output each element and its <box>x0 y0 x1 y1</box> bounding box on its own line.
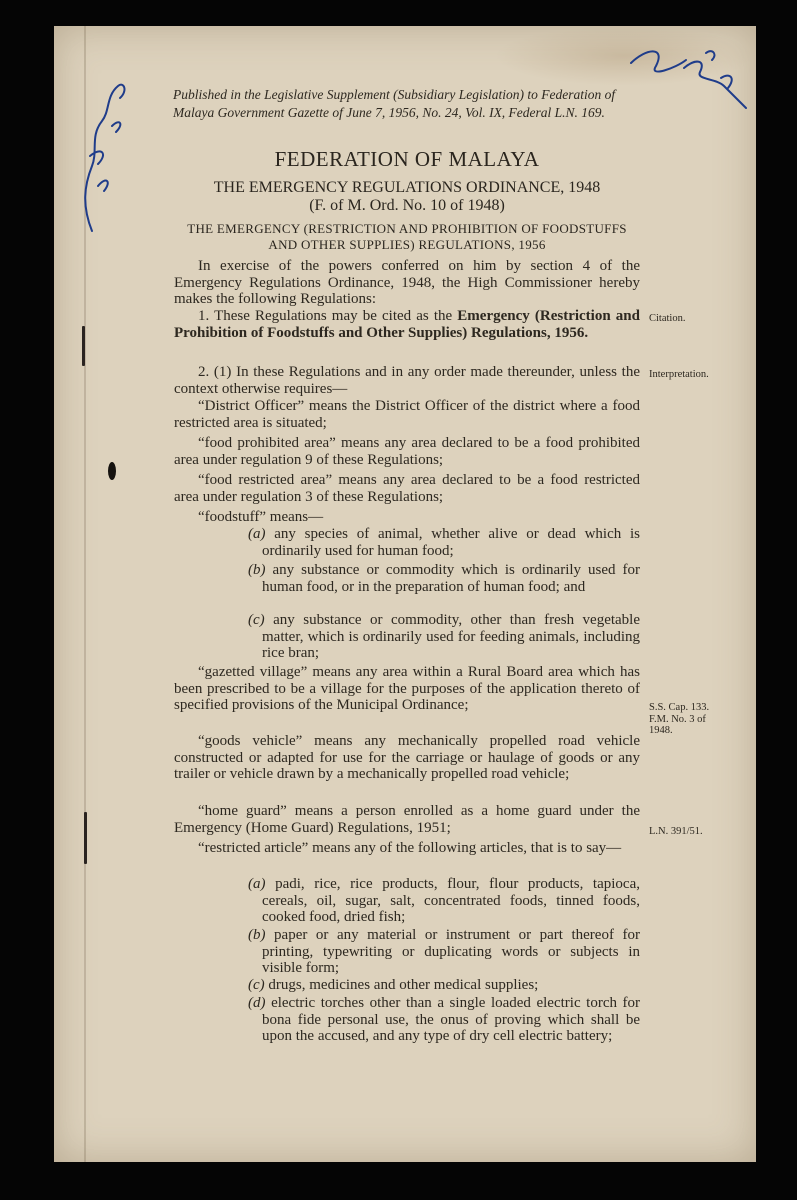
handwritten-signature-left <box>62 66 132 236</box>
item-text: any substance or commodity, other than fresh vegetable matter, which is ordinarily used for feeding animals, including rice bran; <box>262 612 641 661</box>
preamble: In exercise of the powers conferred on him by section 4 of the Emergency Regulations Ordinance, 1948, the High Commissioner hereby makes the following Regulations: <box>174 258 640 307</box>
definition-food-prohibited-area: “food prohibited area” means any area declared to be a food prohibited area under regulation 9 of these Regulations; <box>174 435 640 468</box>
regulation-2-intro: 2. (1) In these Regulations and in any order made thereunder, unless the context otherwise requires— <box>174 364 640 397</box>
item-label: (c) <box>248 977 265 993</box>
definition-goods-vehicle: “goods vehicle” means any mechanically propelled road vehicle constructed or adapted for use for the carriage or haulage of goods or any trailer or vehicle drawn by a mechanically propelled road vehicle; <box>174 733 640 782</box>
item-label: (c) <box>248 612 265 628</box>
margin-note-ln: L.N. 391/51. <box>649 826 703 837</box>
definition-foodstuff: “foodstuff” means— <box>198 509 324 525</box>
staple-bottom <box>84 812 87 864</box>
regulation-1 <box>174 308 640 341</box>
regulation-1-text: 1. These Regulations may be cited as the <box>198 308 458 324</box>
page-title: FEDERATION OF MALAYA <box>274 147 540 171</box>
regulation-1-citation-title: Emergency (Restriction and Prohibition of Foodstuffs and Other Supplies) Regulations, 1956. <box>174 308 640 341</box>
item-text: electric torches other than a single loaded electric torch for bona fide personal use, the onus of proving which shall be upon the accused, and any type of dry cell electric battery; <box>262 995 641 1044</box>
regulations-title: THE EMERGENCY (RESTRICTION AND PROHIBITION OF FOODSTUFFS AND OTHER SUPPLIES) REGULATIONS, 1956 <box>187 221 627 252</box>
item-text: any species of animal, whether alive or dead which is ordinarily used for human food; <box>262 526 640 559</box>
binding-hole <box>108 462 116 480</box>
item-text: paper or any material or instrument or part thereof for printing, typewriting or duplicating words or subjects in visible form; <box>262 927 640 976</box>
foodstuff-item-a <box>222 526 640 559</box>
definition-food-restricted-area: “food restricted area” means any area declared to be a food restricted area under regulation 3 of these Regulations; <box>174 472 640 505</box>
definition-restricted-article: “restricted article” means any of the following articles, that is to say— <box>198 840 622 856</box>
restricted-item-d <box>222 995 640 1045</box>
definition-gazetted-village: “gazetted village” means any area within a Rural Board area which has been prescribed to be a village for the purposes of the application thereto of specified provisions of the Municipal Ordinance; <box>174 664 640 713</box>
handwritten-signature-right <box>626 38 756 118</box>
restricted-item-a <box>222 876 640 926</box>
definition-home-guard: “home guard” means a person enrolled as a home guard under the Emergency (Home Guard) Regulations, 1951; <box>174 803 640 836</box>
ordinance-heading <box>174 179 640 215</box>
item-text: any substance or commodity which is ordinarily used for human food, or in the preparation of human food; and <box>262 562 640 595</box>
definition-district-officer: “District Officer” means the District Officer of the district where a food restricted area is situated; <box>174 398 640 431</box>
item-text: padi, rice, rice products, flour, flour products, tapioca, cereals, oil, sugar, salt, concentrated foods, tinned foods, cooked food, dried fish; <box>262 876 640 925</box>
item-label: (b) <box>248 927 266 943</box>
item-label: (b) <box>248 562 266 578</box>
foodstuff-item-c <box>222 612 640 662</box>
item-label: (a) <box>248 876 266 892</box>
item-text: drugs, medicines and other medical supplies; <box>268 977 539 993</box>
foodstuff-item-b <box>222 562 640 595</box>
item-label: (a) <box>248 526 266 542</box>
margin-note-ss-cap: S.S. Cap. 133. F.M. No. 3 of 1948. <box>649 702 710 736</box>
restricted-item-b <box>222 927 640 977</box>
restricted-item-c <box>222 977 640 994</box>
margin-note-citation: Citation. <box>649 313 686 324</box>
ordinance-ref: (F. of M. Ord. No. 10 of 1948) <box>309 197 505 214</box>
staple-top <box>82 326 85 366</box>
item-label: (d) <box>248 995 266 1011</box>
ordinance-title: THE EMERGENCY REGULATIONS ORDINANCE, 1948 <box>213 179 601 196</box>
margin-note-interpretation: Interpretation. <box>649 369 709 380</box>
publication-note: Published in the Legislative Supplement (Subsidiary Legislation) to Federation of Malaya Government Gazette of June 7, 1956, No. 24, Vol. IX, Federal L.N. 169. <box>173 87 616 120</box>
